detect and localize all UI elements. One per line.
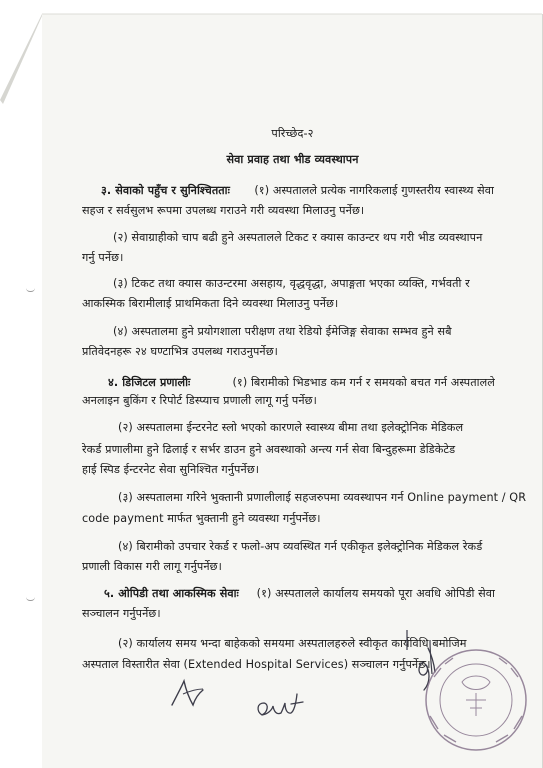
- section-5-clause-1: (१) अस्पतालले कार्यालय समयको पूरा अवधि ओपिडी सेवा: [256, 587, 495, 600]
- body-line: अनलाइन बुकिंग र रिपोर्ट डिस्प्याच प्रणाली लागू गर्नु पर्नेछ।: [82, 394, 317, 407]
- chapter-heading: सेवा प्रवाह तथा भीड व्यवस्थापन: [226, 153, 359, 166]
- section-4-clause-1: (१) बिरामीको भिडभाड कम गर्न र समयको बचत गर्न अस्पतालले: [232, 376, 495, 389]
- section-3-clause-2: (२) सेवाग्राहीको चाप बढी हुने अस्पतालले टिकट र क्यास काउन्टर थप गरी भीड व्यवस्थापन: [113, 231, 483, 244]
- body-line: प्रतिवेदनहरू २४ घण्टाभित्र उपलब्ध गराउनुपर्नेछ।: [82, 345, 279, 358]
- body-line: प्रणाली विकास गरी लागू गर्नुपर्नेछ।: [82, 560, 222, 573]
- section-5-clause-2: (२) कार्यालय समय भन्दा बाहेकको समयमा अस्पतालहरुले स्वीकृत कार्यविधि बमोजिम: [118, 637, 467, 650]
- section-3-clause-4: (४) अस्पतालमा हुने प्रयोगशाला परीक्षण तथा रेडियो ईमेजिङ्ग सेवाका सम्भव हुने सबै: [113, 325, 452, 338]
- body-line: सहज र सर्वसुलभ रूपमा उपलब्ध गराउने गरी व्यवस्था मिलाउनु पर्नेछ।: [82, 204, 365, 217]
- section-4-clause-2: (२) अस्पतालमा ईन्टरनेट स्लो भएको कारणले स्वास्थ्य बीमा तथा इलेक्ट्रोनिक मेडिकल: [118, 421, 464, 434]
- body-line: आकस्मिक बिरामीलाई प्राथमिकता दिने व्यवस्था मिलाउनु पर्नेछ।: [82, 297, 339, 310]
- section-3-title: ३. सेवाको पहुँच र सुनिश्चितताः: [101, 184, 230, 197]
- section-4-clause-3: (३) अस्पतालमा गरिने भुक्तानी प्रणालीलाई सहजरुपमा व्यवस्थापन गर्न Online payment / QR: [118, 491, 527, 504]
- body-line: गर्नु पर्नेछ।: [82, 251, 124, 264]
- section-3-clause-1: (१) अस्पतालले प्रत्येक नागरिकलाई गुणस्तरीय स्वास्थ्य सेवा: [254, 184, 494, 197]
- section-4-title: ४. डिजिटल प्रणालीः: [108, 376, 191, 389]
- body-line: सञ्चालन गर्नुपर्नेछ।: [82, 607, 161, 620]
- chapter-number: परिच्छेद-२: [271, 127, 314, 140]
- body-line: रेकर्ड प्रणालीमा हुने ढिलाई र सर्भर डाउन हुने अवस्थाको अन्त्य गर्न सेवा बिन्दुहरूमा डेडिकेटेड: [82, 443, 456, 456]
- body-line: हाई स्पिड ईन्टरनेट सेवा सुनिश्चित गर्नुपर्नेछ।: [82, 463, 260, 476]
- section-4-clause-4: (४) बिरामीको उपचार रेकर्ड र फलो-अप व्यवस्थित गर्न एकीकृत इलेक्ट्रोनिक मेडिकल रेकर्ड: [118, 540, 483, 553]
- body-line: अस्पताल विस्तारीत सेवा (Extended Hospital Services) सञ्चालन गर्नुपर्नेछ।: [82, 658, 431, 671]
- section-3-clause-3: (३) टिकट तथा क्यास काउन्टरमा असहाय, वृद्धवृद्धा, अपाङ्गता भएका व्यक्ति, गर्भवती र: [113, 277, 470, 290]
- body-line: code payment मार्फत भुक्तानी हुने व्यवस्था गर्नुपर्नेछ।: [82, 512, 321, 525]
- section-5-title: ५. ओपिडी तथा आकस्मिक सेवाः: [104, 587, 239, 600]
